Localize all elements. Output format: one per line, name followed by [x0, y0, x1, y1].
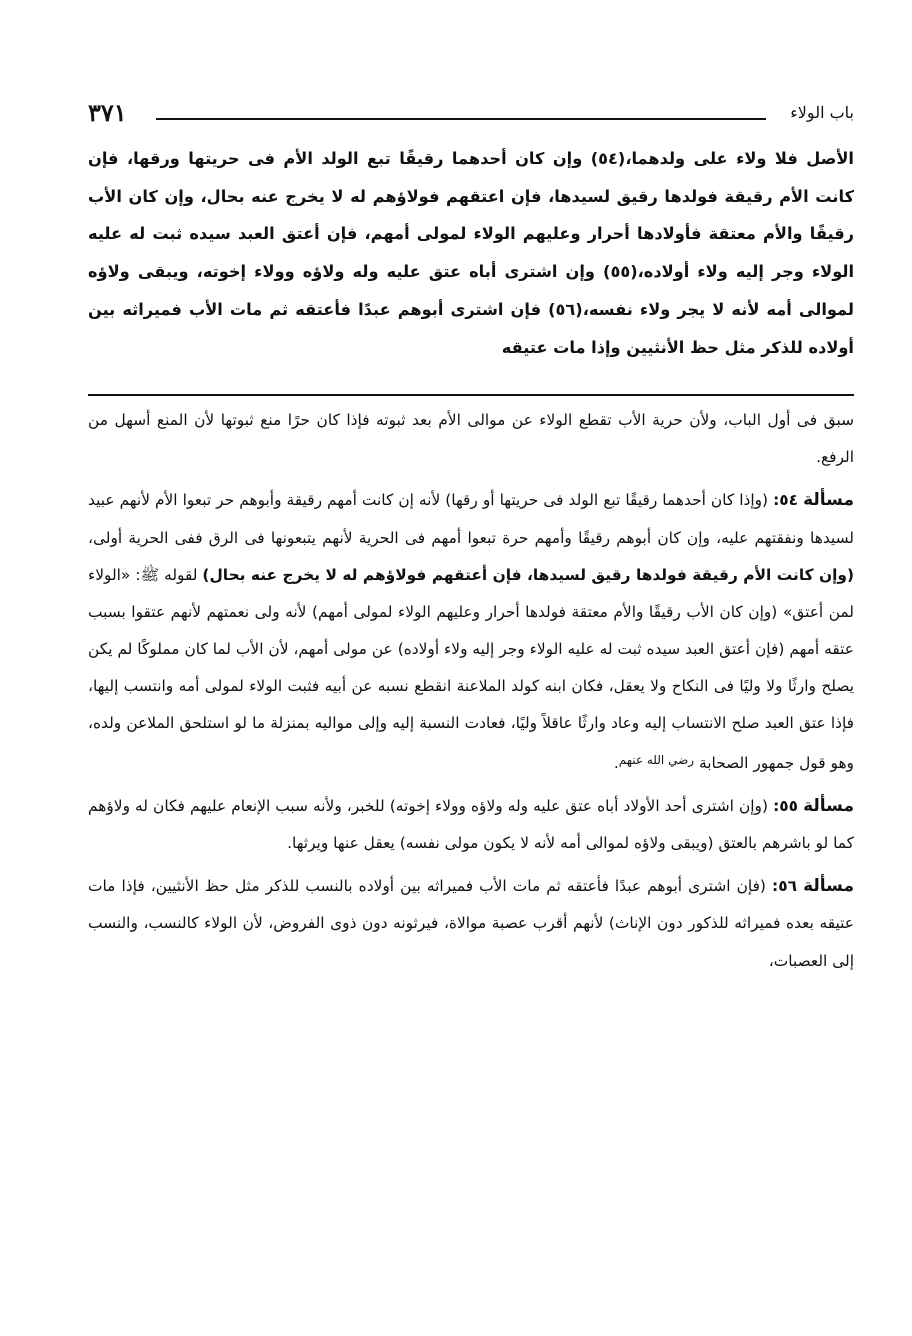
chapter-title: باب الولاء — [790, 103, 854, 122]
issue-56-label: مسألة — [803, 876, 854, 897]
issue-56 — [88, 868, 854, 979]
issue-54-text-2: لقوله ﷺ: «الولاء لمن أعتق» — [88, 565, 854, 621]
issue-55-quote-2: (ويبقى ولاؤه لموالى أمه لأنه لا يكون مولى نفسه) — [399, 834, 714, 853]
issue-54-quote-4: (فإن أعتق العبد سيده ثبت له عليه الولاء وجر إليه ولاء أولاده) — [397, 639, 785, 658]
issue-56-number: ٥٦: — [772, 877, 797, 896]
page-header — [88, 96, 854, 140]
page-number: ٣٧١ — [88, 98, 127, 127]
issue-54-text-4: عن مولى أمهم، لأن الأب لما كان مملوكًا لم يكن يصلح وارثًا ولا وليًا فى النكاح ولا يعقل، فكان ابنه كولد الملاعنة انقطع نسبه عن أبيه فثبت الولاء لمولى أمه وانتسب إليها، فإذا عتق العبد صلح الانتساب إليه وعاد وارثًا عاقلاً وليًا، فعادت النسبة إليه وإلى مواليه بمنزلة ما لو استلحق الملاعن ولده، وهو قول جمهور الصحابة — [88, 639, 854, 773]
issue-55-text-1: للخبر، ولأنه سبب الإنعام عليهم فكان له ولاؤهم كما لو باشرهم بالعتق — [88, 797, 854, 853]
issue-55-label: مسألة — [803, 796, 854, 817]
issue-56-text-1: لأنهم أقرب عصبة موالاة، فيرثونه دون ذوى الفروض، لأن الولاء كالنسب، والنسب إلى العصبات، — [88, 914, 854, 970]
commentary — [88, 402, 854, 979]
issue-54-text-1: لأنه إن كانت أمهم رقيقة وأبوهم حر تبعوا الأم لأنهم عبيد لسيدها ونفقتهم عليه، وإن كان أبوهم رقيقًا وأمهم حرة تبعوا أمهم فى الحرية لأنهم يتبعونها فى الرق ففى الحرية أولى، — [88, 491, 854, 547]
book-page — [88, 96, 854, 1316]
issue-54-number: ٥٤: — [773, 491, 799, 510]
main-text — [88, 140, 854, 366]
main-text-paragraph: الأصل فلا ولاء على ولدهما،(٥٤) وإن كان أحدهما رقيقًا تبع الولد الأم فى حريتها ورقها، فإن كانت الأم رقيقة فولدها رقيق لسيدها، فإن اعتقهم فولاؤهم له لا يخرج عنه بحال، وإن كان الأب رقيقًا والأم معتقة فأولادها أحرار وعليهم الولاء لمولى أمهم، فإن أعتق العبد سيده ثبت له عليه الولاء وجر إليه ولاء أولاده،(٥٥) وإن اشترى أباه عتق عليه وله ولاؤه وولاء إخوته، ويبقى ولاؤه لموالى أمه لأنه لا يجر ولاء نفسه،(٥٦) فإن اشترى أبوهم عبدًا فأعتقه ثم مات الأب فميراثه بين أولاده للذكر مثل حظ الأنثيين وإذا مات عتيقه — [88, 149, 854, 357]
issue-54-quote-1: (وإذا كان أحدهما رقيقًا تبع الولد فى حريتها أو رقها) — [445, 491, 769, 510]
header-rule — [156, 118, 766, 120]
issue-55 — [88, 788, 854, 862]
issue-54-quote-2: (وإن كانت الأم رقيقة فولدها رقيق لسيدها، فإن أعتقهم فولاؤهم له لا يخرج عنه بحال) — [202, 565, 854, 584]
issue-54-quote-3: (وإن كان الأب رقيقًا والأم معتقة فولدها أحرار وعليهم الولاء لمولى أمهم) — [312, 602, 778, 621]
issue-55-number: ٥٥: — [773, 797, 799, 816]
footnote-divider — [88, 394, 854, 396]
commentary-intro: سبق فى أول الباب، ولأن حرية الأب تقطع الولاء عن موالى الأم بعد ثبوته فإذا كان حرًا منع ثبوتها لأن المنع أسهل من الرفع. — [88, 411, 854, 467]
issue-54: مسألة ٥٤: (وإذا كان أحدهما رقيقًا تبع الولد فى حريتها أو رقها) لأنه إن كانت أمهم رقيقة وأبوهم حر تبعوا الأم لأنهم عبيد لسيدها ونفقتهم عليه، وإن كان أبوهم رقيقًا وأمهم حرة تبعوا أمهم فى الحرية لأنهم يتبعونها فى الرق ففى الحرية أولى، (وإن كانت الأم رقيقة فولدها رقيق لسيدها، فإن أعتقهم فولاؤهم له لا يخرج عنه بحال) لقوله ﷺ: «الولاء لمن أعتق» (وإن كان الأب رقيقًا والأم معتقة فولدها أحرار وعليهم الولاء لمولى أمهم) لأنه ولى نعمتهم لأنهم عتقوا بسبب عتقه أمهم (فإن أعتق العبد سيده ثبت له عليه الولاء وجر إليه ولاء أولاده) عن مولى أمهم، لأن الأب لما كان مملوكًا لم يكن يصلح وارثًا ولا وليًا فى النكاح ولا يعقل، فكان ابنه كولد الملاعنة انقطع نسبه عن أبيه فثبت الولاء لمولى أمه وانتسب إليها، فإذا عتق العبد صلح الانتساب إليه وعاد وارثًا عاقلاً وليًا، فعادت النسبة إليه وإلى مواليه بمنزلة ما لو استلحق الملاعن ولده، وهو قول جمهور الصحابة $^{رضي الله عنهم}$. — [88, 490, 854, 773]
issue-54-text-3: لأنه ولى نعمتهم لأنهم عتقوا بسبب عتقه أمهم — [88, 602, 854, 658]
issue-55-quote-1: (وإن اشترى أحد الأولاد أباه عتق عليه وله ولاؤه وولاء إخوته) — [389, 797, 768, 816]
issue-54-label: مسألة — [803, 490, 854, 511]
issue-55-text-2: يعقل عنها ويرثها. — [287, 834, 395, 853]
honorific-mark: رضي الله عنهم — [618, 753, 695, 768]
issue-56-quote-1: (فإن اشترى أبوهم عبدًا فأعتقه ثم مات الأب فميراثه بين أولاده بالنسب للذكر مثل حظ الأنثيين، فإذا مات عتيقه بعده فميراثه للذكور دون الإناث) — [88, 877, 854, 933]
